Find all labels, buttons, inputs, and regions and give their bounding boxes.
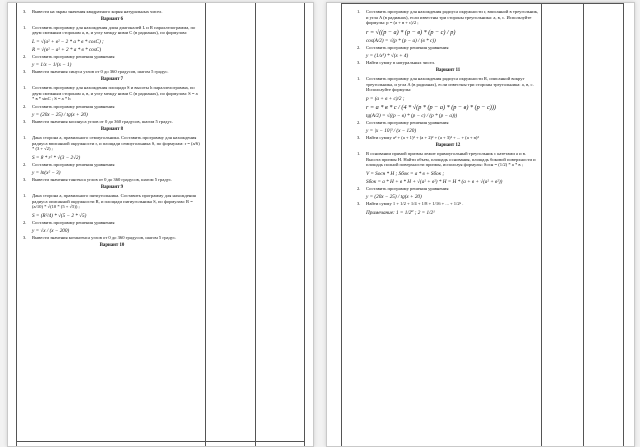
- task-item: [23, 177, 201, 183]
- task-text: Вывести на экран значения квадратного корня натуральных чисел.: [32, 9, 163, 14]
- table-border: [583, 3, 584, 446]
- task-number: 3.: [23, 177, 27, 183]
- task-text: Составить программу решения уравнения: [366, 185, 449, 191]
- task-number: 1.: [357, 75, 361, 81]
- formula: y = 1/x − 1/(x − 1): [32, 62, 72, 69]
- formula: y = ln(x² − 3): [32, 170, 61, 177]
- task-text: Дана сторона a, правильного семиугольника. Составить программу для нахождения радиуса вписанной окружности r, и площади семиугольника S, по формулам: r = (a/6) * (3 + √2) ;: [32, 134, 200, 152]
- table-border: [255, 3, 256, 446]
- formula: S = (R²/4) * √(5 − 2 * √5): [32, 212, 87, 219]
- variant-heading: Вариант 9: [100, 184, 124, 190]
- formula: tg(A/2) = √((p − в) * (p − c) / (p * (p − a))): [366, 112, 458, 119]
- task-item: [23, 25, 201, 36]
- task-item: [357, 186, 539, 192]
- task-item: [23, 135, 201, 152]
- task-item: [357, 45, 539, 51]
- formula: Sбок = a * H + в * H + √(a² + в²) * H = H * (a + в + √(a² + в²)): [366, 178, 503, 185]
- variant-heading: Вариант 11: [435, 67, 461, 73]
- table-border: [205, 3, 206, 446]
- task-number: 3.: [357, 201, 361, 207]
- task-number: 2.: [357, 44, 361, 50]
- table-border: [623, 3, 624, 446]
- task-number: 3.: [23, 119, 27, 125]
- task-item: [357, 9, 539, 26]
- task-item: [23, 193, 201, 210]
- page-right-content: [357, 9, 539, 217]
- document-page-right: [326, 2, 635, 447]
- task-text: Составить программу для нахождения площади S и высоты h параллелограмма, по двум смежным сторонам a, в, и углу между ними C (в радианах), по формулам: S = a * в * sinC ; S = a * h: [32, 84, 198, 102]
- task-number: 3.: [23, 235, 27, 241]
- task-text: Вывести значения котангенса углов от 0 до 360 градусов, шагом 5 градус.: [32, 235, 177, 241]
- task-number: 3.: [357, 135, 361, 141]
- variant-heading: Вариант 8: [100, 126, 124, 132]
- task-item: [23, 104, 201, 110]
- variant-heading: Вариант 7: [100, 76, 124, 82]
- task-text: Составить программу решения уравнения: [366, 44, 449, 50]
- page-left-content: [23, 9, 201, 251]
- formula: p = (a + в + c)/2 ;: [366, 95, 405, 102]
- task-text: Вывести значения синуса углов от 0 до 360 градусов, шагом 5 градус.: [32, 69, 169, 75]
- task-number: 1.: [23, 24, 27, 30]
- task-text: Составить программу решения уравнения: [366, 119, 449, 125]
- task-number: 2.: [357, 119, 361, 125]
- task-number: 3.: [23, 69, 27, 75]
- task-text: В основании прямой призмы лежит прямоугольный треугольник с катетами a и в. Высота призмы H. Найти объем, площадь основания, площадь боковой поверхности и площадь полной поверхности призмы, используя формулы: Sосн = (1/2) * a * в ;: [366, 150, 536, 168]
- task-item: [357, 76, 539, 93]
- task-text: Найти сумму a² + (a + 1)² + (a + 2)² + (a + 3)² + ... + (a + n)²: [366, 135, 479, 141]
- table-border: [341, 3, 624, 4]
- task-number: 1.: [357, 9, 361, 14]
- task-item: [23, 162, 201, 168]
- task-text: Дана сторона a, правильного пятиугольника. Составить программу для нахождения радиуса описанной окружности R, и площади пятиугольника S, по формулам: R = (a/10) * √(10 * (5 + √5)) ;: [32, 192, 196, 210]
- task-text: Составить программу решения уравнения: [32, 161, 115, 167]
- task-number: 3.: [23, 9, 27, 14]
- formula: y = |x − 10|³ / (x − 120): [366, 128, 417, 135]
- task-item: [357, 201, 539, 207]
- task-number: 2.: [23, 161, 27, 167]
- task-text: Составить программу для нахождения радиуса окружности R, описанной вокруг треугольника, и угла A (в радианах), если известны три стороны треугольника: a, в, с. Используйте формулы:: [366, 75, 534, 93]
- task-text: Составить программу решения уравнения: [32, 219, 115, 225]
- task-text: Составить программу для нахождения радиуса окружности r, вписанной в треугольник, и угла A (в радианах), если известны три стороны треугольника: a, в, с. Используйте формулы: p = (a + в + c)/2 ;: [366, 9, 539, 26]
- formula: y = (20x − 25) / tg(x + 20): [366, 194, 422, 201]
- formula: V = Sосн * H ; Sбок = a * в + Sбок ;: [366, 170, 445, 177]
- task-item: [23, 85, 201, 102]
- task-number: 3.: [357, 60, 361, 66]
- task-number: 1.: [23, 134, 27, 140]
- formula: R = √(в² − a² + 2 * a * в * cosC): [32, 46, 102, 53]
- task-item: [23, 54, 201, 60]
- variant-heading: Вариант 10: [99, 242, 125, 248]
- task-item: [357, 60, 539, 66]
- task-item: [23, 220, 201, 226]
- table-border: [16, 441, 305, 442]
- task-number: 1.: [23, 84, 27, 90]
- task-text: Найти сумму 1 + 1/2 + 1/4 + 1/8 + 1/16 + ... + 1/2ⁿ .: [366, 201, 464, 207]
- task-number: 2.: [357, 185, 361, 191]
- table-border: [341, 3, 342, 446]
- task-item: [23, 119, 201, 125]
- task-item: [23, 235, 201, 241]
- formula: y = (20x − 25) / tg(x + 20): [32, 112, 88, 119]
- formula: cos(A/2) = √(p * (p − a) / (в * c)): [366, 37, 436, 44]
- formula: y = (1/x³) * √(x + 4): [366, 53, 409, 60]
- formula: y = √x / (x − 200): [32, 228, 70, 235]
- variant-heading: Вариант 6: [100, 16, 124, 22]
- task-number: 1.: [357, 150, 361, 156]
- formula: L = √(a² + в² − 2 * a * в * cosC) ;: [32, 38, 104, 45]
- task-text: Найти сумму n натуральных чисел.: [366, 60, 436, 66]
- task-number: 2.: [23, 219, 27, 225]
- document-page-left: [7, 2, 314, 447]
- table-border: [304, 3, 305, 446]
- task-item: [357, 135, 539, 141]
- table-border: [541, 3, 542, 446]
- task-item: [23, 69, 201, 75]
- task-number: 2.: [23, 103, 27, 109]
- task-text: Вывести значения тангенса углов от 0 до 360 градусов, шагом 5 градус.: [32, 177, 173, 183]
- formula: S = 8 * r² * √(3 − 2√2): [32, 154, 81, 161]
- task-number: 2.: [23, 53, 27, 59]
- task-item: [23, 9, 201, 15]
- task-number: 1.: [23, 192, 27, 198]
- task-text: Составить программу решения уравнения: [32, 53, 115, 59]
- formula: Примечание: 1 = 1/2⁰ ; 2 = 1/2¹: [366, 209, 435, 216]
- task-text: Составить программу решения уравнения: [32, 103, 115, 109]
- table-border: [16, 3, 17, 446]
- task-item: [357, 120, 539, 126]
- formula: r = a * в * c / (4 * √(p * (p − a) * (p − в) * (p − c))): [366, 103, 496, 111]
- variant-heading: Вариант 12: [435, 142, 461, 148]
- formula: r = √((p − a) * (p − в) * (p − c) / p): [366, 28, 456, 36]
- task-text: Составить программу для нахождения длин диагоналей L и R параллелограмма, по двум смежным сторонам a, в, и углу между ними C (в радианах), по формулам:: [32, 24, 196, 36]
- task-text: Вывести значения косинуса углов от 0 до 360 градусов, шагом 5 градус.: [32, 119, 173, 125]
- task-item: [357, 151, 539, 168]
